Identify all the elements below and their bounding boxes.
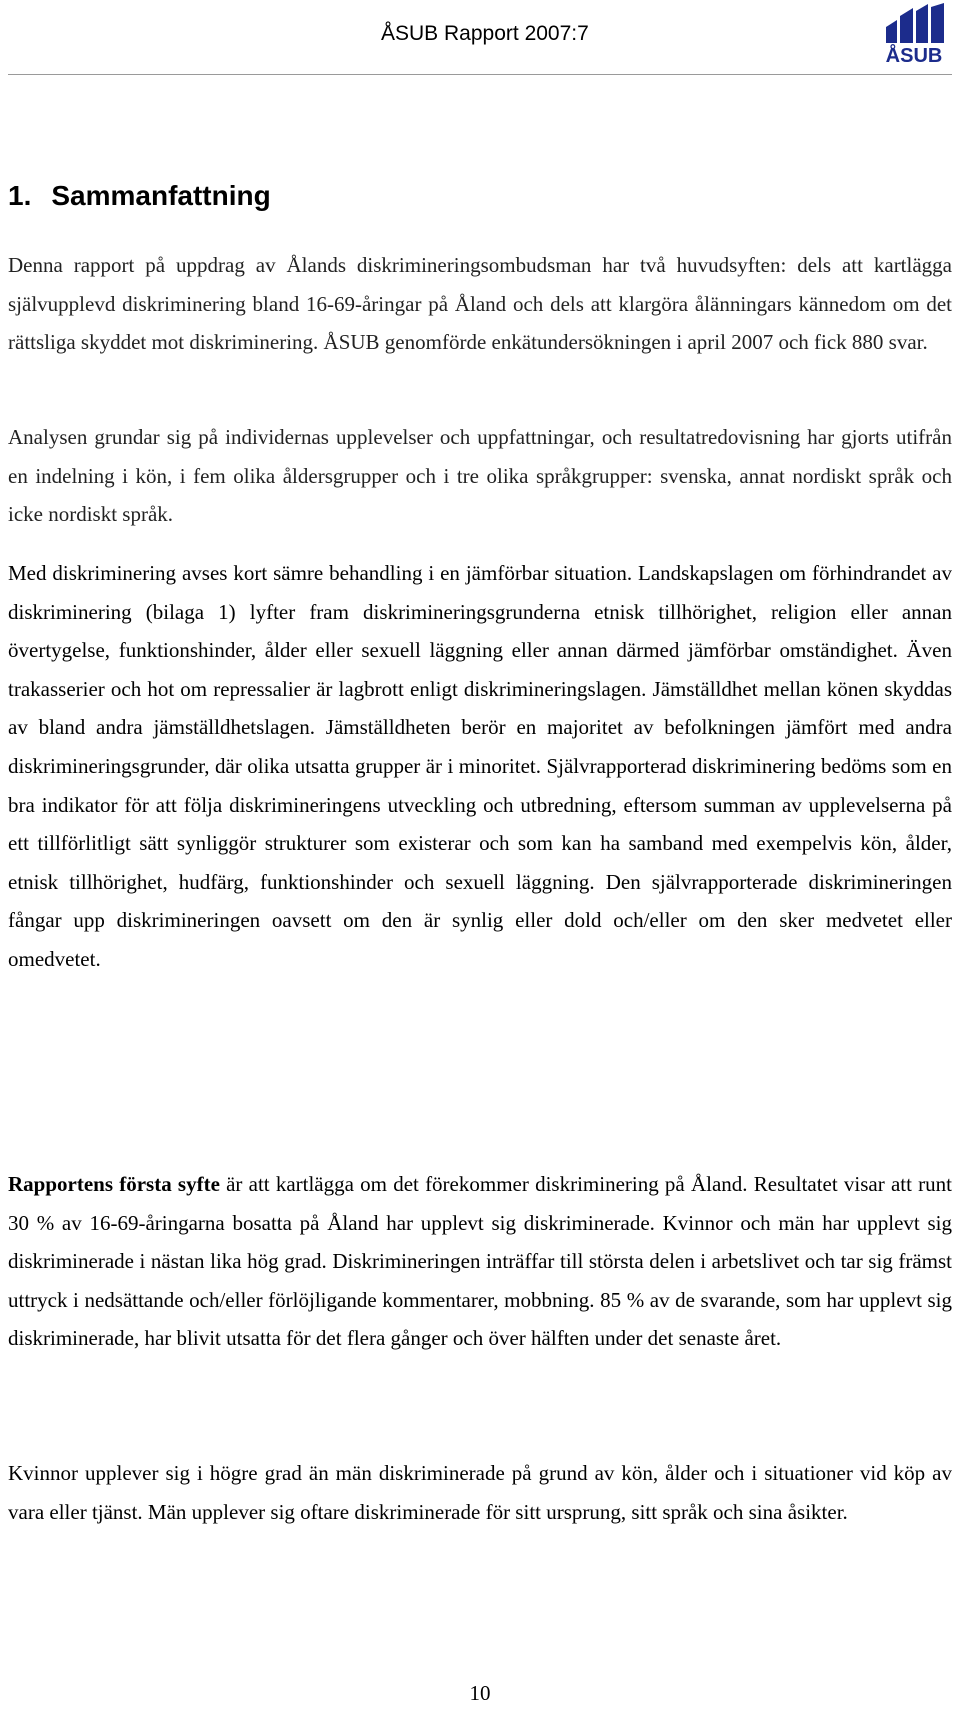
section-title: Sammanfattning	[51, 180, 271, 211]
paragraph-definition: Med diskriminering avses kort sämre behandling i en jämförbar situation. Landskapslagen om förhindrandet av diskriminering (bilaga 1) lyfter fram diskrimineringsgrunderna etnisk tillhörighet, religion eller annan övertygelse, funktionshinder, ålder eller sexuell läggning eller annan därmed jämförbar omständighet. Även trakasserier och hot om repressalier är lagbrott enligt diskrimineringslagen. Jämställdhet mellan könen skyddas av bland andra jämställdhetslagen. Jämställdheten berör en majoritet av befolkningen jämfört med andra diskrimineringsgrunder, där olika utsatta grupper är i minoritet. Självrapporterad diskriminering bedöms som en bra indikator för att följa diskrimineringens utveckling och utbredning, eftersom summan av upplevelserna på ett tillförlitligt sätt synliggör strukturer som existerar och som kan ha samband med exempelvis kön, ålder, etnisk tillhörighet, hudfärg, funktionshinder och sexuell läggning. Den självrapporterade diskrimineringen fångar upp diskrimineringen oavsett om den är synlig eller dold och/eller om den sker medvetet eller omedvetet.	[8, 561, 952, 971]
page-header	[8, 0, 952, 75]
first-aim-text: är att kartlägga om det förekommer diskriminering på Åland. Resultatet visar att runt 30 % av 16-69-åringarna bosatta på Åland har upplevt sig diskriminerade. Kvinnor och män har upplevt sig diskriminerade i nästan lika hög grad. Diskrimineringen inträffar till största delen i arbetslivet och tar sig främst uttryck i nedsättande och/eller förlöjligande kommentarer, mobbning. 85 % av de svarande, som har upplevt sig diskriminerade, har blivit utsatta för det flera gånger och över hälften under det senaste året.	[8, 1172, 952, 1351]
page-number: 10	[469, 1681, 491, 1705]
section-heading	[8, 180, 271, 212]
paragraph-analysis: Analysen grundar sig på individernas upplevelser och uppfattningar, och resultatredovisning har gjorts utifrån en indelning i kön, i fem olika åldersgrupper och i tre olika språkgrupper: svenska, annat nordiskt språk och icke nordiskt språk.	[8, 425, 952, 527]
first-aim-bold-lead: Rapportens första syfte	[8, 1172, 220, 1196]
paragraph-purpose: Denna rapport på uppdrag av Ålands diskrimineringsombudsman har två huvudsyften: dels att kartlägga självupplevd diskriminering bland 16-69-åringar på Åland och dels att klargöra ålänningars kännedom om det rättsliga skyddet mot diskriminering. ÅSUB genomförde enkätundersökningen i april 2007 och fick 880 svar.	[8, 253, 952, 355]
paragraph-gender-differences: Kvinnor upplever sig i högre grad än män diskriminerade på grund av kön, ålder och i situationer vid köp av vara eller tjänst. Män upplever sig oftare diskriminerade för sitt ursprung, sitt språk och sina åsikter.	[8, 1461, 952, 1524]
paragraph-first-aim	[8, 1165, 952, 1358]
asub-logo-icon	[880, 3, 948, 67]
header-title: ÅSUB Rapport 2007:7	[381, 22, 589, 45]
section-number: 1.	[8, 180, 32, 211]
logo-text: ÅSUB	[885, 45, 943, 67]
